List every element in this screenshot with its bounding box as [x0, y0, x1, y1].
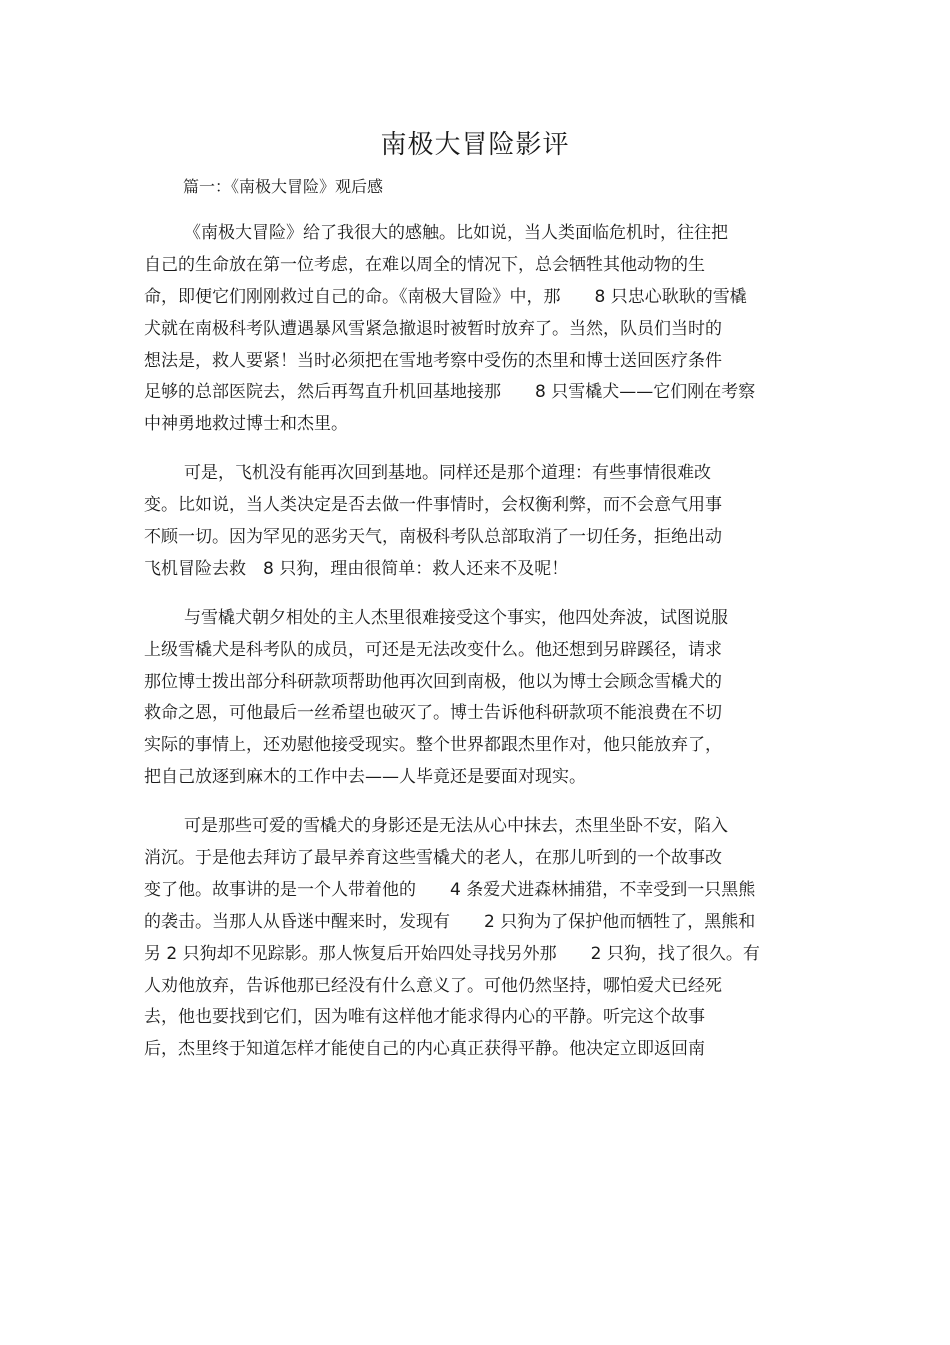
paragraph-2 — [144, 458, 794, 586]
paragraph-3 — [144, 603, 794, 794]
text-line: 与雪橇犬朝夕相处的主人杰里很难接受这个事实，他四处奔波，试图说服 — [184, 607, 728, 628]
page-title: 南极大冒险影评 — [380, 130, 570, 160]
text-line: 上级雪橇犬是科考队的成员，可还是无法改变什么。他还想到另辟蹊径，请求 — [144, 639, 722, 660]
text-line: 后，杰里终于知道怎样才能使自己的内心真正获得平静。他决定立即返回南 — [144, 1039, 705, 1060]
text-line: 的袭击。当那人从昏迷中醒来时，发现有 2 只狗为了保护他而牺牲了，黑熊和 — [144, 911, 756, 932]
text-line: 《南极大冒险》给了我很大的感触。比如说，当人类面临危机时，往往把 — [184, 223, 728, 243]
paragraph-4 — [144, 811, 794, 1066]
text-line: 消沉。于是他去拜访了最早养育这些雪橇犬的老人，在那儿听到的一个故事改 — [144, 848, 722, 869]
text-line: 自己的生命放在第一位考虑，在难以周全的情况下，总会牺牲其他动物的生 — [144, 254, 705, 275]
text-line: 犬就在南极科考队遭遇暴风雪紧急撤退时被暂时放弃了。当然，队员们当时的 — [144, 318, 722, 339]
text-line: 另 2 只狗却不见踪影。那人恢复后开始四处寻找另外那 2 只狗，找了很久。有 — [144, 943, 760, 964]
text-line: 足够的总部医院去，然后再驾直升机回基地接那 8 只雪橇犬——它们刚在考察 — [144, 382, 756, 403]
paragraph-1 — [144, 218, 794, 441]
text-line: 想法是，救人要紧！当时必须把在雪地考察中受伤的杰里和博士送回医疗条件 — [144, 350, 722, 371]
body-text — [144, 218, 794, 1066]
text-line: 那位博士拨出部分科研款项帮助他再次回到南极，他以为博士会顾念雪橇犬的 — [144, 671, 722, 692]
text-line: 命，即便它们刚刚救过自己的命。《南极大冒险》中，那 8 只忠心耿耿的雪橇 — [144, 286, 747, 307]
text-line: 把自己放逐到麻木的工作中去——人毕竟还是要面对现实。 — [144, 767, 586, 788]
text-line: 变。比如说，当人类决定是否去做一件事情时，会权衡利弊，而不会意气用事 — [144, 495, 722, 516]
text-line: 人劝他放弃，告诉他那已经没有什么意义了。可他仍然坚持，哪怕爱犬已经死 — [144, 975, 722, 996]
text-line: 不顾一切。因为罕见的恶劣天气，南极科考队总部取消了一切任务，拒绝出动 — [144, 527, 722, 548]
text-line: 可是，飞机没有能再次回到基地。同样还是那个道理：有些事情很难改 — [184, 463, 711, 484]
text-line: 飞机冒险去救 8 只狗，理由很简单：救人还来不及呢！ — [144, 558, 569, 579]
text-line: 实际的事情上，还劝慰他接受现实。整个世界都跟杰里作对，他只能放弃了， — [144, 735, 722, 756]
text-line: 去，他也要找到它们，因为唯有这样他才能求得内心的平静。听完这个故事 — [144, 1007, 705, 1028]
subtitle: 篇一：《南极大冒险》观后感 — [183, 177, 384, 196]
text-line: 救命之恩，可他最后一丝希望也破灭了。博士告诉他科研款项不能浪费在不切 — [144, 703, 722, 724]
text-line: 中神勇地救过博士和杰里。 — [144, 414, 348, 435]
text-line: 变了他。故事讲的是一个人带着他的 4 条爱犬进森林捕猎，不幸受到一只黑熊 — [144, 879, 756, 900]
text-line: 可是那些可爱的雪橇犬的身影还是无法从心中抹去，杰里坐卧不安，陷入 — [184, 816, 728, 837]
